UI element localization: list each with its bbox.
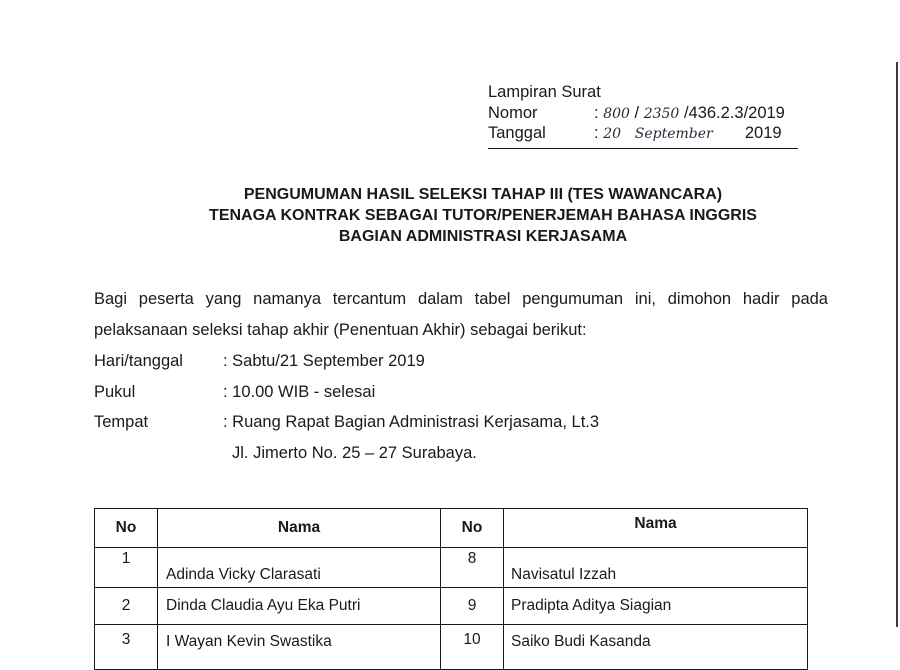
tanggal-colon: : (594, 124, 599, 142)
attachment-heading: Lampiran Surat (488, 83, 601, 101)
attachment-heading-row (488, 82, 800, 103)
attachment-tanggal-row (488, 123, 800, 144)
day-label: Hari/tanggal (94, 352, 183, 370)
tanggal-month-handwritten: September (634, 126, 713, 142)
place-label: Tempat (94, 413, 149, 431)
nomor-handwritten-2: 2350 (643, 105, 680, 122)
header-no-2: No (441, 509, 504, 548)
nomor-value (594, 103, 785, 125)
tanggal-day-handwritten: 20 (603, 126, 622, 142)
intro-line-2: pelaksanaan seleksi tahap akhir (Penentuan Akhir) sebagai berikut: (94, 321, 587, 339)
row-3-name-right: Saiko Budi Kasanda (504, 625, 808, 670)
intro-line-1: Bagi peserta yang namanya tercantum dalam tabel pengumuman ini, dimohon hadir pada (94, 290, 828, 308)
tanggal-value (594, 123, 782, 145)
time-value: : 10.00 WIB - selesai (223, 383, 376, 401)
header-no-1: No (95, 509, 158, 548)
attachment-block (488, 82, 800, 144)
place-value: : Ruang Rapat Bagian Administrasi Kerjasama, Lt.3 (223, 413, 600, 431)
row-2-name-right: Pradipta Aditya Siagian (504, 588, 808, 625)
row-3-no-right: 10 (441, 625, 504, 670)
tanggal-year: 2019 (744, 124, 782, 142)
nomor-colon: : (594, 103, 599, 122)
title-line-1: PENGUMUMAN HASIL SELEKSI TAHAP III (TES WAWANCARA) (243, 186, 723, 203)
table-row (95, 588, 808, 625)
title-line-3: BAGIAN ADMINISTRASI KERJASAMA (338, 228, 628, 245)
row-3-name-left: I Wayan Kevin Swastika (158, 625, 441, 670)
tanggal-label: Tanggal (488, 124, 546, 142)
page-edge-line (896, 62, 898, 627)
header-nama-2: Nama (504, 509, 808, 548)
day-value: : Sabtu/21 September 2019 (223, 352, 425, 370)
header-nama-1: Nama (158, 509, 441, 548)
row-1-no-left: 1 (95, 548, 158, 588)
row-3-no-left: 3 (95, 625, 158, 670)
row-1-no-right: 8 (441, 548, 504, 588)
row-2-name-left: Dinda Claudia Ayu Eka Putri (158, 588, 441, 625)
row-2-no-right: 9 (441, 588, 504, 625)
nomor-slash: / (634, 103, 640, 122)
row-1-name-right: Navisatul Izzah (504, 548, 808, 588)
table-row (95, 548, 808, 588)
table-header-row (95, 509, 808, 548)
announcement-title (0, 184, 900, 247)
nomor-label: Nomor (488, 103, 538, 122)
time-label: Pukul (94, 383, 136, 401)
row-2-no-left: 2 (95, 588, 158, 625)
place-address: Jl. Jimerto No. 25 – 27 Surabaya. (232, 444, 477, 462)
nomor-handwritten-1: 800 (603, 105, 630, 122)
row-1-name-left: Adinda Vicky Clarasati (158, 548, 441, 588)
title-line-2: TENAGA KONTRAK SEBAGAI TUTOR/PENERJEMAH BAHASA INGGRIS (209, 207, 757, 224)
table-row (95, 625, 808, 670)
attachment-underline (488, 148, 798, 149)
participants-table (94, 508, 808, 670)
attachment-nomor-row (488, 103, 800, 124)
nomor-suffix: /436.2.3/2019 (683, 103, 785, 122)
